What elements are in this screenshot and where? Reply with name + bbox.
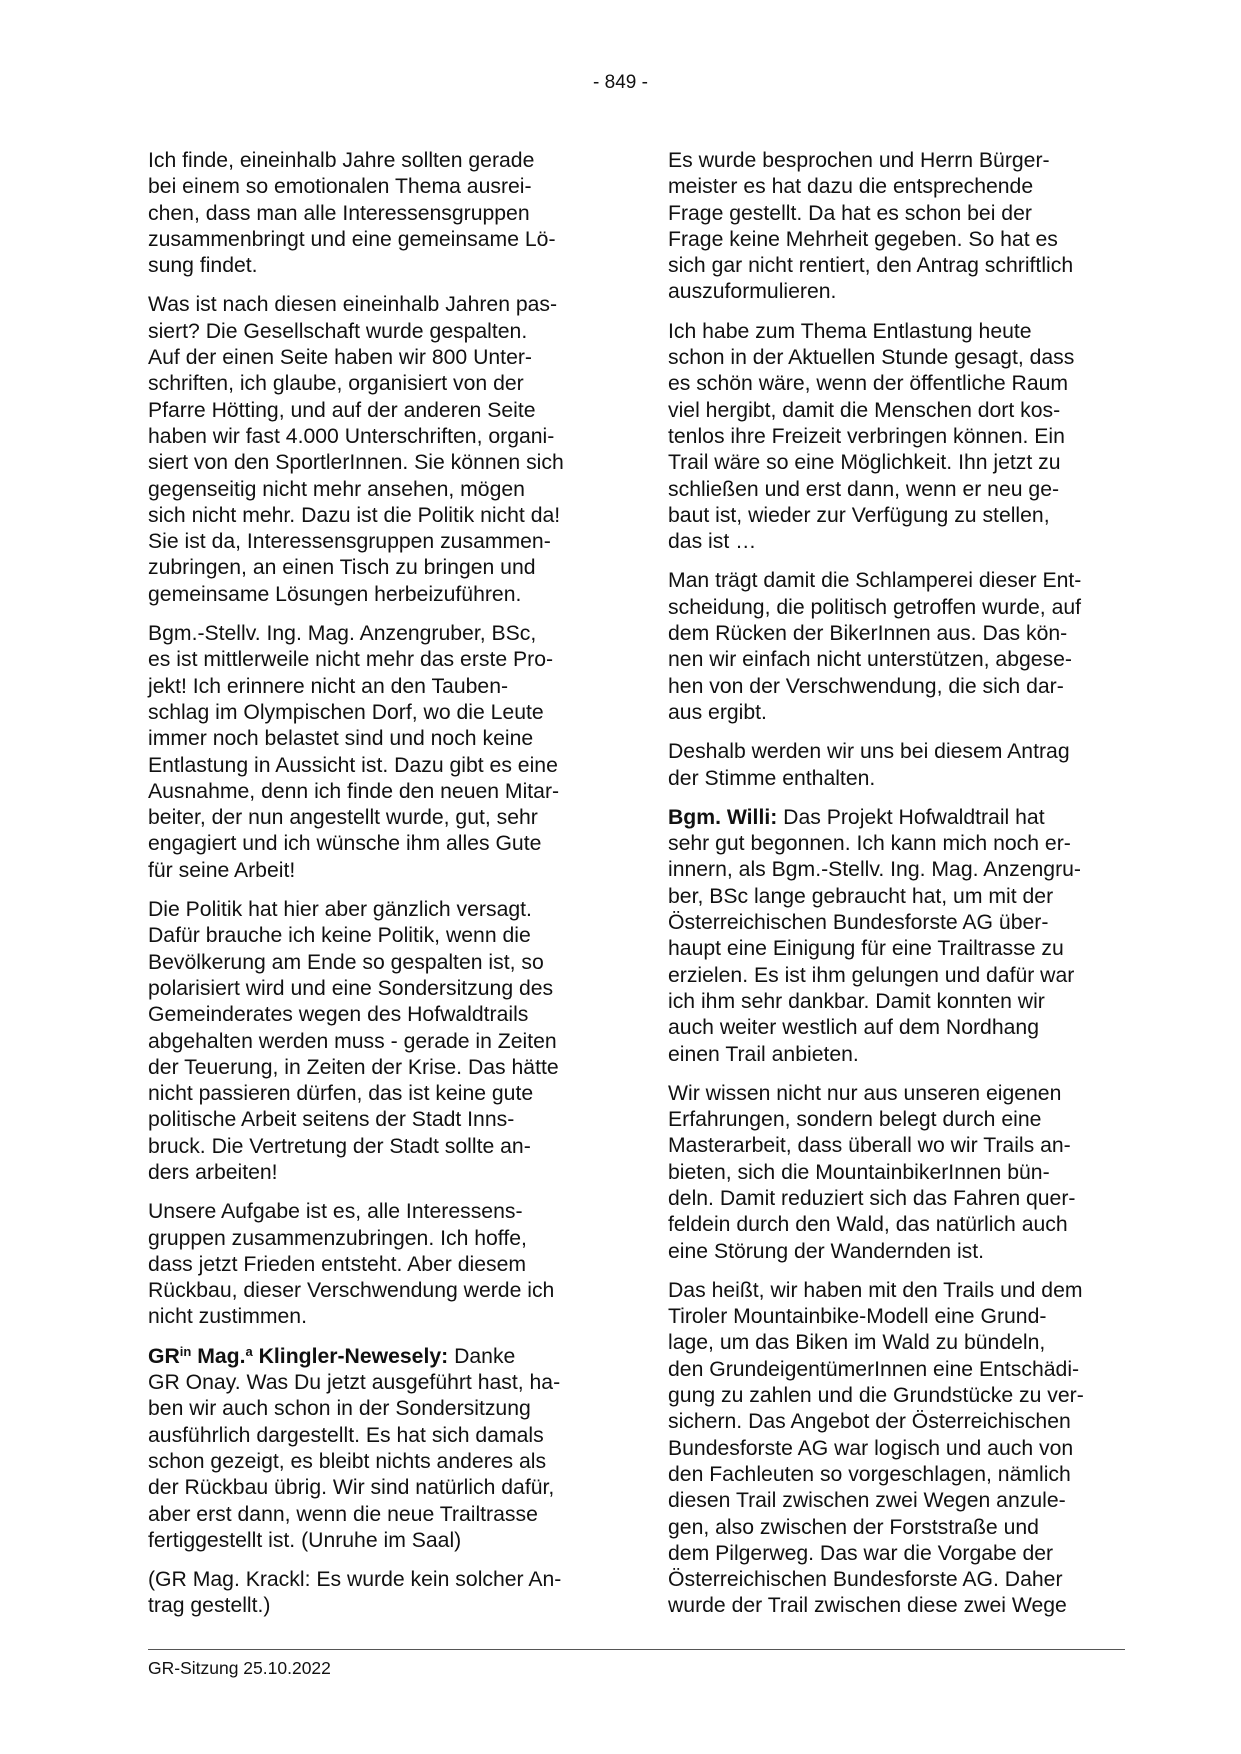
- paragraph-line: Bgm. Willi: Das Projekt Hofwaldtrail hat: [668, 805, 1045, 829]
- paragraph-line: scheidung, die politisch getroffen wurde, auf: [668, 595, 1082, 619]
- paragraph-line: beiter, der nun angestellt wurde, gut, sehr: [148, 806, 538, 830]
- paragraph-line: Ich habe zum Thema Entlastung heute: [668, 319, 1032, 343]
- paragraph-line: Es wurde besprochen und Herrn Bürger-: [668, 149, 1050, 172]
- paragraph-line: ben wir auch schon in der Sondersitzung: [148, 1397, 531, 1421]
- paragraph-line: nicht zustimmen.: [148, 1305, 307, 1329]
- paragraph-line: haben wir fast 4.000 Unterschriften, organi-: [148, 424, 555, 448]
- paragraph-line: Die Politik hat hier aber gänzlich versagt.: [148, 898, 532, 922]
- paragraph-line: Bevölkerung am Ende so gespalten ist, so: [148, 950, 544, 974]
- paragraph-line: Ausnahme, denn ich finde den neuen Mitar-: [148, 779, 560, 803]
- paragraph: [148, 621, 598, 884]
- paragraph-line: schriften, ich glaube, organisiert von der: [148, 372, 524, 396]
- speaker-paragraph: [148, 1344, 598, 1554]
- paragraph-line: bei einem so emotionalen Thema ausrei-: [148, 175, 532, 199]
- paragraph-line: es schön wäre, wenn der öffentliche Raum: [668, 372, 1069, 396]
- paragraph-line: Pfarre Hötting, und auf der anderen Seite: [148, 398, 536, 422]
- paragraph: [668, 148, 1118, 306]
- paragraph: [148, 1199, 598, 1330]
- paragraph: [668, 568, 1118, 726]
- paragraph-line: Entlastung in Aussicht ist. Dazu gibt es eine: [148, 753, 558, 777]
- paragraph-line: der Rückbau übrig. Wir sind natürlich dafür,: [148, 1476, 555, 1500]
- paragraph: [668, 319, 1118, 556]
- paragraph-line: engagiert und ich wünsche ihm alles Gute: [148, 832, 542, 856]
- paragraph-line: ausführlich dargestellt. Es hat sich damals: [148, 1423, 544, 1447]
- paragraph-line: gemeinsame Lösungen herbeizuführen.: [148, 582, 522, 606]
- paragraph-line: ich ihm sehr dankbar. Damit konnten wir: [668, 989, 1045, 1013]
- paragraph-line: trag gestellt.): [148, 1594, 271, 1618]
- paragraph-line: dass jetzt Frieden entsteht. Aber diesem: [148, 1252, 527, 1276]
- paragraph-line: siert? Die Gesellschaft wurde gespalten.: [148, 319, 528, 343]
- right-column: [668, 148, 1118, 1633]
- paragraph-line: Trail wäre so eine Möglichkeit. Ihn jetzt zu: [668, 451, 1061, 475]
- paragraph-line: auch weiter westlich auf dem Nordhang: [668, 1016, 1039, 1040]
- paragraph-line: Was ist nach diesen eineinhalb Jahren pas-: [148, 293, 558, 317]
- paragraph-line: sichern. Das Angebot der Österreichischen: [668, 1410, 1071, 1434]
- paragraph-line: zubringen, an einen Tisch zu bringen und: [148, 556, 536, 580]
- paragraph: [148, 1567, 598, 1620]
- paragraph-line: zusammenbringt und eine gemeinsame Lö-: [148, 227, 556, 251]
- paragraph-line: abgehalten werden muss - gerade in Zeiten: [148, 1029, 557, 1053]
- paragraph-line: aber erst dann, wenn die neue Trailtrasse: [148, 1502, 538, 1526]
- paragraph-line: nen wir einfach nicht unterstützen, abgese-: [668, 648, 1072, 672]
- paragraph-line: Rückbau, dieser Verschwendung werde ich: [148, 1279, 555, 1303]
- paragraph-line: Gemeinderates wegen des Hofwaldtrails: [148, 1003, 529, 1027]
- paragraph: [148, 292, 598, 608]
- paragraph-line: der Stimme enthalten.: [668, 766, 876, 790]
- paragraph-line: schließen und erst dann, wenn er neu ge-: [668, 477, 1060, 501]
- paragraph-line: hen von der Verschwendung, die sich dar-: [668, 674, 1064, 698]
- paragraph-line: Dafür brauche ich keine Politik, wenn die: [148, 924, 531, 948]
- paragraph: [668, 739, 1118, 792]
- left-column: [148, 148, 598, 1633]
- paragraph-line: wurde der Trail zwischen diese zwei Wege: [668, 1594, 1067, 1618]
- paragraph: [668, 1278, 1118, 1620]
- paragraph-lines: [668, 831, 1118, 1068]
- paragraph-line: gruppen zusammenzubringen. Ich hoffe,: [148, 1226, 527, 1250]
- speaker-name: Bgm. Willi:: [668, 805, 778, 829]
- paragraph-line: ber, BSc lange gebraucht hat, um mit der: [668, 884, 1054, 908]
- paragraph-line: meister es hat dazu die entsprechende: [668, 175, 1034, 199]
- paragraph-line: Man trägt damit die Schlamperei dieser Ent-: [668, 569, 1082, 593]
- paragraph-line: Masterarbeit, dass überall wo wir Trails an-: [668, 1134, 1071, 1158]
- paragraph-line: viel hergibt, damit die Menschen dort kos-: [668, 398, 1061, 422]
- paragraph-line: Deshalb werden wir uns bei diesem Antrag: [668, 740, 1070, 764]
- paragraph-lines: [148, 1370, 598, 1554]
- paragraph-line: siert von den SportlerInnen. Sie können sich: [148, 451, 564, 475]
- paragraph-line: sich nicht mehr. Dazu ist die Politik nicht da!: [148, 503, 561, 527]
- speaker-name: $GR^{in}$ Mag.$^a$ Klingler-Newesely:: [148, 1343, 449, 1368]
- paragraph-line: Ich finde, eineinhalb Jahre sollten gerade: [148, 149, 535, 172]
- paragraph-line: innern, als Bgm.-Stellv. Ing. Mag. Anzengru-: [668, 858, 1081, 882]
- paragraph-line: deln. Damit reduziert sich das Fahren quer-: [668, 1186, 1076, 1210]
- paragraph-line: tenlos ihre Freizeit verbringen können. Ein: [668, 424, 1065, 448]
- speaker-paragraph: [668, 805, 1118, 1068]
- paragraph-line: Sie ist da, Interessensgruppen zusammen-: [148, 530, 551, 554]
- paragraph-line: erzielen. Es ist ihm gelungen und dafür war: [668, 963, 1075, 987]
- paragraph: [148, 897, 598, 1186]
- paragraph-line: dem Pilgerweg. Das war die Vorgabe der: [668, 1541, 1054, 1565]
- paragraph-line: eine Störung der Wandernden ist.: [668, 1239, 985, 1263]
- paragraph-line: dem Rücken der BikerInnen aus. Das kön-: [668, 622, 1068, 646]
- paragraph-line: ders arbeiten!: [148, 1160, 278, 1184]
- paragraph-line: immer noch belastet sind und noch keine: [148, 727, 534, 751]
- paragraph-line: bieten, sich die MountainbikerInnen bün-: [668, 1160, 1050, 1184]
- paragraph-line: lage, um das Biken im Wald zu bündeln,: [668, 1331, 1046, 1355]
- paragraph: [668, 1081, 1118, 1265]
- paragraph-line: Auf der einen Seite haben wir 800 Unter-: [148, 346, 532, 370]
- page-number: - 849 -: [593, 72, 648, 93]
- paragraph-line: haupt eine Einigung für eine Trailtrasse zu: [668, 937, 1064, 961]
- paragraph-line: Österreichischen Bundesforste AG. Daher: [668, 1568, 1063, 1592]
- footer-session-date: GR-Sitzung 25.10.2022: [148, 1658, 331, 1678]
- paragraph-line: Unsere Aufgabe ist es, alle Interessens-: [148, 1200, 523, 1224]
- paragraph-line: Wir wissen nicht nur aus unseren eigenen: [668, 1081, 1062, 1105]
- paragraph-line: einen Trail anbieten.: [668, 1042, 859, 1066]
- paragraph-line: baut ist, wieder zur Verfügung zu stellen,: [668, 503, 1050, 527]
- paragraph-line: polarisiert wird und eine Sondersitzung des: [148, 976, 554, 1000]
- paragraph: [148, 148, 598, 279]
- paragraph-line: $GR^{in}$ Mag.$^a$ Klingler-Newesely: Danke: [148, 1343, 516, 1368]
- paragraph-line: auszuformulieren.: [668, 280, 837, 304]
- paragraph-line: (GR Mag. Krackl: Es wurde kein solcher An-: [148, 1568, 562, 1592]
- paragraph-line: politische Arbeit seitens der Stadt Inns-: [148, 1108, 515, 1132]
- paragraph-line: diesen Trail zwischen zwei Wegen anzule-: [668, 1489, 1066, 1513]
- paragraph-line: Tiroler Mountainbike-Modell eine Grund-: [668, 1305, 1047, 1329]
- paragraph-line: es ist mittlerweile nicht mehr das erste Pro-: [148, 648, 554, 672]
- paragraph-line: jekt! Ich erinnere nicht an den Tauben-: [148, 674, 509, 698]
- paragraph-line: der Teuerung, in Zeiten der Krise. Das hätte: [148, 1055, 559, 1079]
- paragraph-line: Erfahrungen, sondern belegt durch eine: [668, 1108, 1042, 1132]
- paragraph-line: für seine Arbeit!: [148, 858, 296, 882]
- paragraph-line: feldein durch den Wald, das natürlich auch: [668, 1213, 1068, 1237]
- paragraph-line: Bundesforste AG war logisch und auch von: [668, 1436, 1074, 1460]
- paragraph-line: Bgm.-Stellv. Ing. Mag. Anzengruber, BSc,: [148, 622, 537, 646]
- paragraph-line: GR Onay. Was Du jetzt ausgeführt hast, ha-: [148, 1371, 561, 1395]
- paragraph-line: den Fachleuten so vorgeschlagen, nämlich: [668, 1462, 1071, 1486]
- paragraph-line: gegenseitig nicht mehr ansehen, mögen: [148, 477, 525, 501]
- paragraph-line: gung zu zahlen und die Grundstücke zu ver-: [668, 1384, 1084, 1408]
- paragraph-line: gen, also zwischen der Forststraße und: [668, 1515, 1039, 1539]
- paragraph-line: schon gezeigt, es bleibt nichts anderes als: [148, 1449, 547, 1473]
- paragraph-line: schon in der Aktuellen Stunde gesagt, dass: [668, 346, 1075, 370]
- footer-divider: [148, 1649, 1125, 1650]
- paragraph-line: schlag im Olympischen Dorf, wo die Leute: [148, 700, 544, 724]
- paragraph-line: sung findet.: [148, 254, 258, 278]
- paragraph-line: den GrundeigentümerInnen eine Entschädi-: [668, 1357, 1080, 1381]
- paragraph-line: nicht passieren dürfen, das ist keine gute: [148, 1082, 534, 1106]
- paragraph-line: fertiggestellt ist. (Unruhe im Saal): [148, 1528, 462, 1552]
- paragraph-line: aus ergibt.: [668, 700, 767, 724]
- paragraph-line: Das heißt, wir haben mit den Trails und dem: [668, 1278, 1083, 1302]
- paragraph-line: Frage gestellt. Da hat es schon bei der: [668, 201, 1032, 225]
- paragraph-line: sich gar nicht rentiert, den Antrag schriftlich: [668, 254, 1074, 278]
- paragraph-line: Österreichischen Bundesforste AG über-: [668, 911, 1049, 935]
- paragraph-line: Frage keine Mehrheit gegeben. So hat es: [668, 227, 1058, 251]
- paragraph-line: bruck. Die Vertretung der Stadt sollte an-: [148, 1134, 531, 1158]
- paragraph-line: chen, dass man alle Interessensgruppen: [148, 201, 530, 225]
- paragraph-line: sehr gut begonnen. Ich kann mich noch er-: [668, 832, 1071, 856]
- paragraph-line: das ist …: [668, 530, 757, 554]
